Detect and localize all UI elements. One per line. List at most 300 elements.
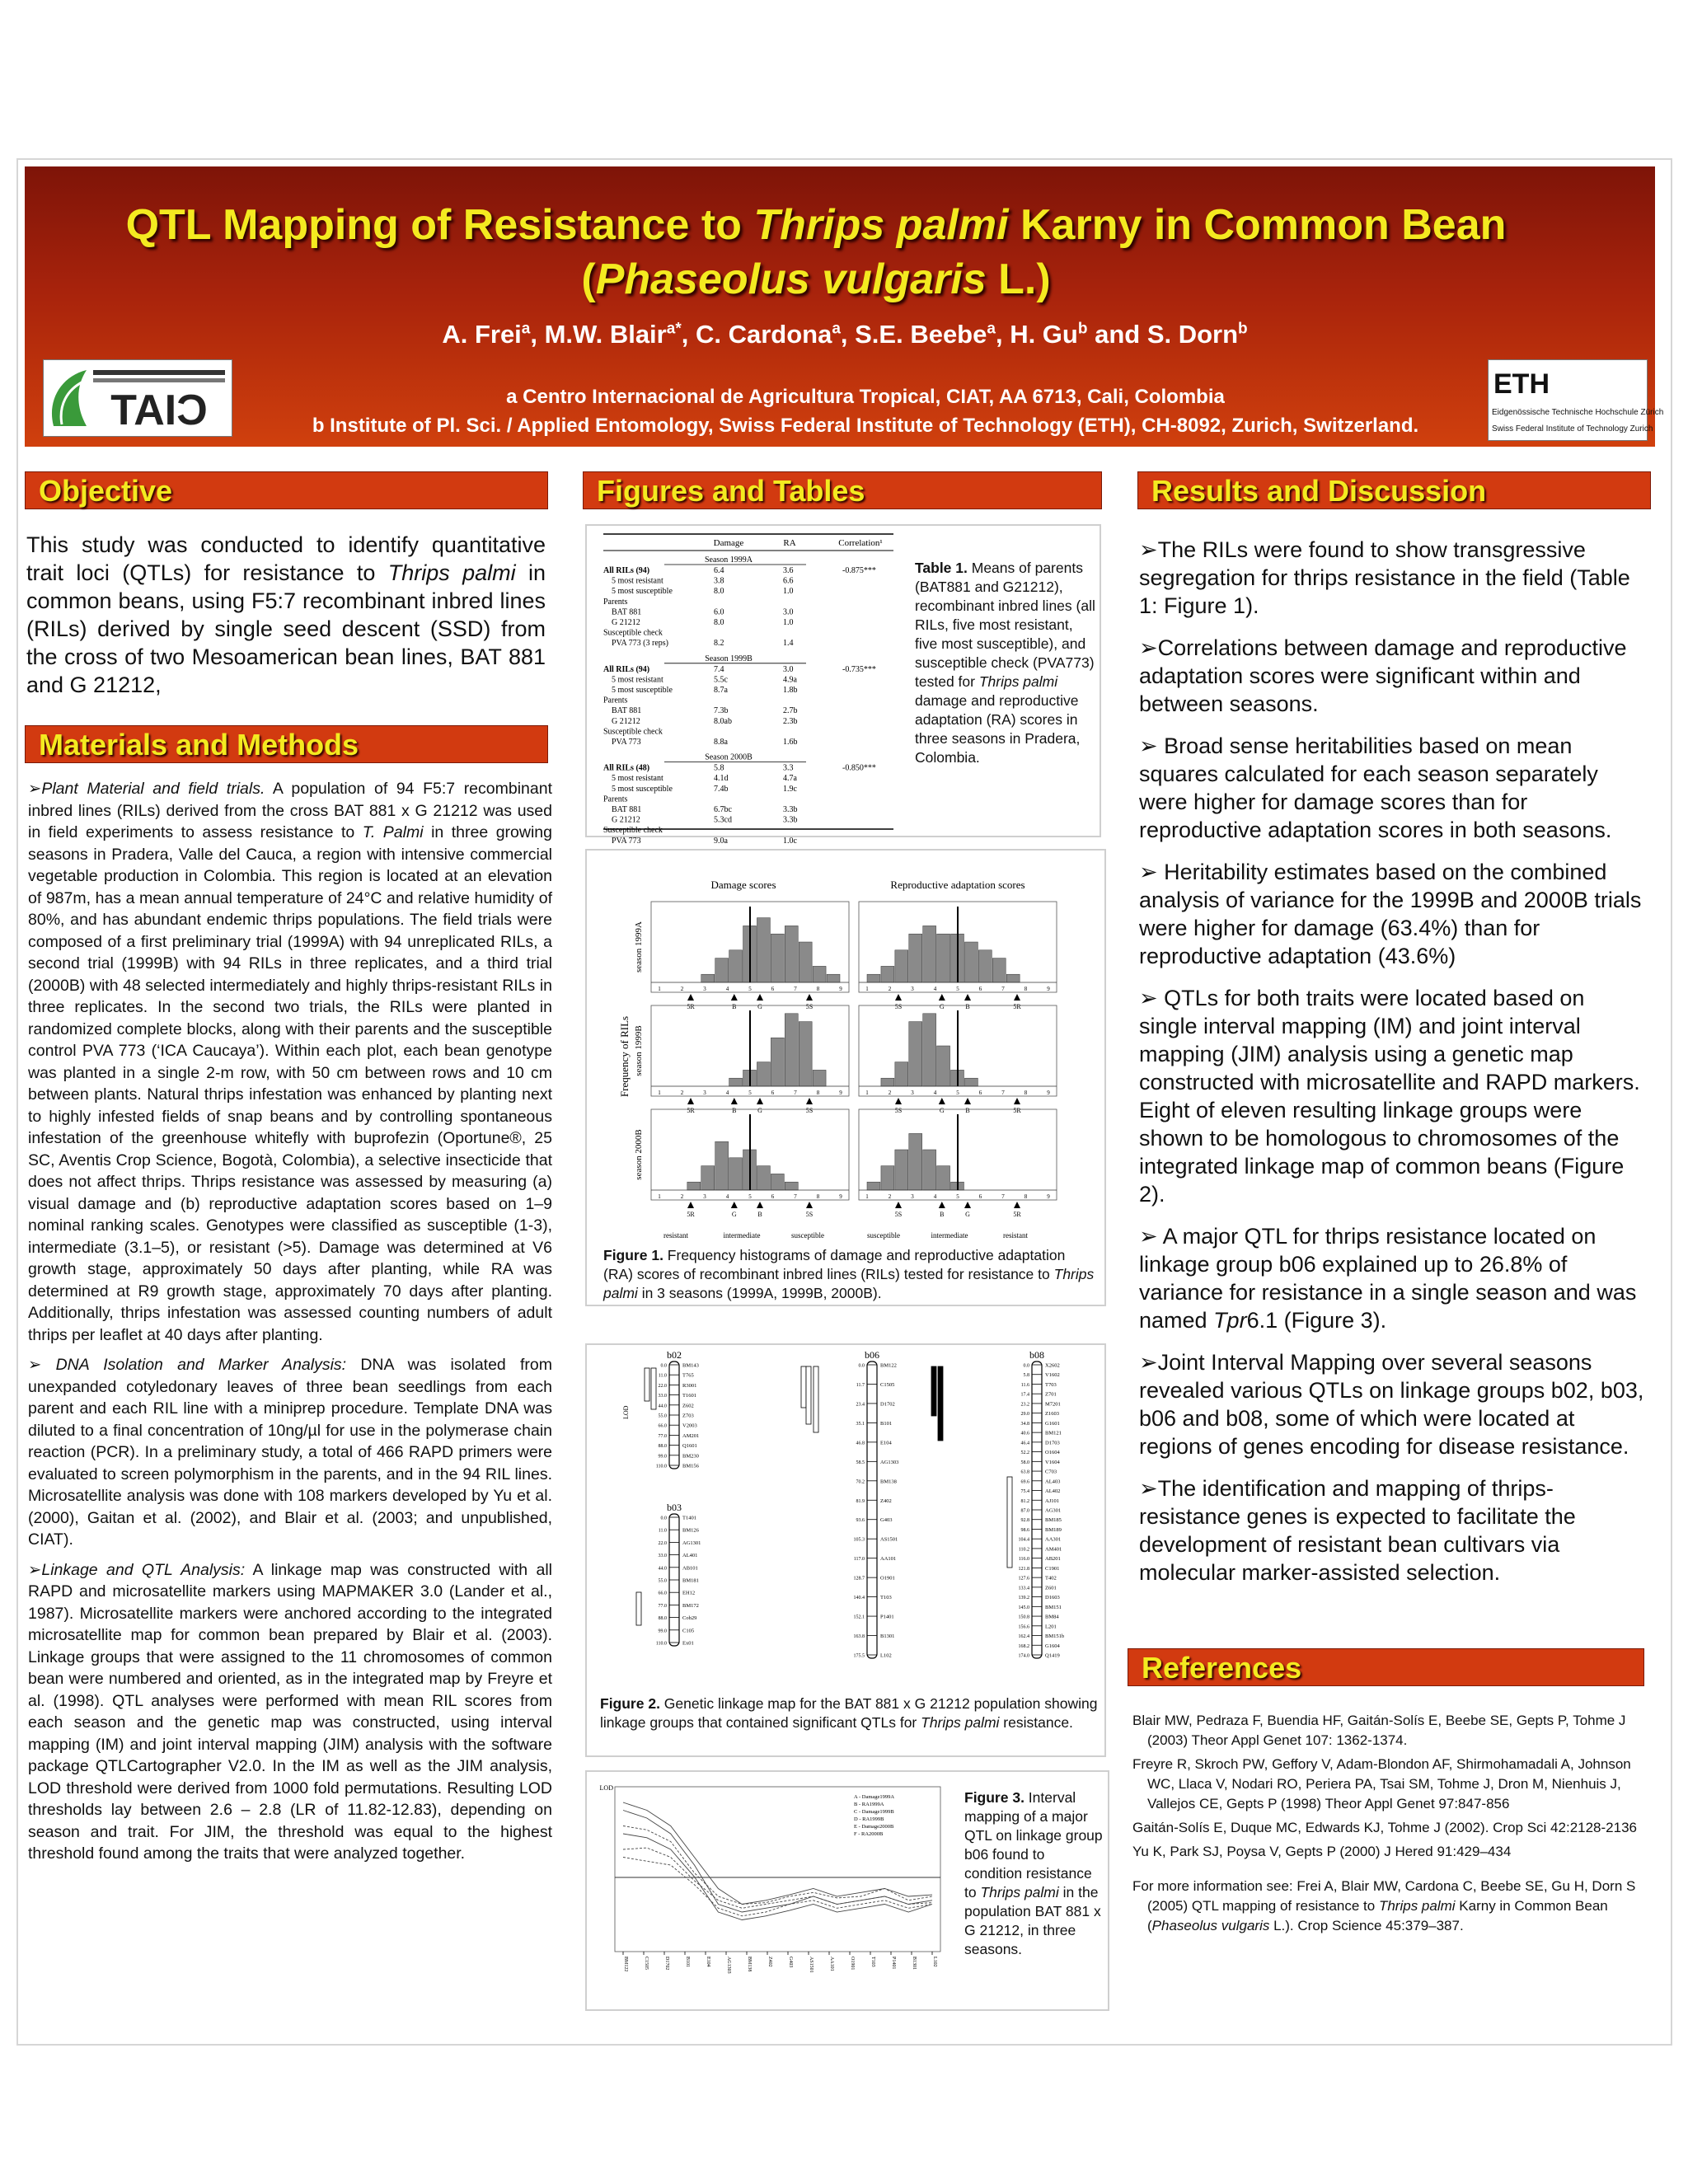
fig1-tick: 5 bbox=[748, 986, 752, 992]
linkage-marker: AM401 bbox=[1045, 1546, 1062, 1553]
author-name: S.E. Beebe$^a$ bbox=[855, 320, 996, 349]
fig3-legend-entry: C - Damage1999B bbox=[854, 1809, 894, 1815]
table1-cell: 1.0c bbox=[783, 836, 797, 846]
fig1-tick: 8 bbox=[1024, 986, 1028, 992]
fig1-tick: 6 bbox=[978, 986, 982, 992]
fig1-tick: 5 bbox=[956, 986, 959, 992]
linkage-marker: Q1601 bbox=[682, 1443, 697, 1450]
table1-cell: 3.3b bbox=[783, 815, 798, 825]
fig1-tick: 8 bbox=[1024, 1193, 1028, 1200]
fig1-bar bbox=[827, 974, 840, 982]
svg-text:Correlation¹: Correlation¹ bbox=[838, 538, 883, 548]
more-info: For more information see: Frei A, Blair MW, Cardona C, Beebe SE, Gu H, Dorn S (2005) QTL mapping of resistance to Thrips palmi Karny in Common Bean (Phaseolus vulgaris L.). Crop Science 45:379–387. bbox=[1132, 1878, 1636, 1933]
fig1-bar bbox=[771, 1038, 784, 1086]
linkage-group-label: b06 bbox=[865, 1349, 879, 1361]
table1-row-label: All RILs (48) bbox=[603, 763, 650, 773]
fig1-bar bbox=[881, 1078, 894, 1086]
linkage-marker: Z703 bbox=[682, 1413, 694, 1419]
fig1-bar bbox=[687, 1182, 701, 1190]
fig1-bar bbox=[937, 934, 950, 982]
fig3-legend-entry: F - RA2000B bbox=[854, 1831, 884, 1837]
linkage-position: 5.8 bbox=[1023, 1373, 1029, 1379]
fig1-marker-label: G bbox=[757, 1003, 762, 1010]
linkage-marker: AG301 bbox=[1045, 1507, 1062, 1514]
fig1-xcategory: resistant bbox=[663, 1231, 688, 1240]
qtl-interval bbox=[636, 1592, 641, 1625]
figure3-lod-plot bbox=[590, 1779, 953, 2001]
linkage-marker: Ex01 bbox=[682, 1640, 694, 1647]
fig1-tick: 3 bbox=[703, 1193, 706, 1200]
fig1-marker-label: 5S bbox=[894, 1211, 903, 1218]
fig3-marker: G403 bbox=[788, 1957, 793, 1968]
reference-item: Gaitán-Solís E, Duque MC, Edwards KJ, Tohme J (2002). Crop Sci 42:2128-2136 bbox=[1132, 1820, 1637, 1835]
fig3-marker: P1401 bbox=[891, 1957, 896, 1970]
fig1-tick: 9 bbox=[839, 1193, 842, 1200]
fig1-marker-arrow bbox=[806, 1098, 813, 1104]
result-bullet: ➢ QTLs for both traits were located based on single interval mapping (IM) and joint interval mapping (JIM) analysis using a genetic map constructed with microsatellite and RAPD markers. Eight of eleven resulting linkage groups were shown to be homologous to chromosomes of the integrated linkage map of common beans (Figure 2). bbox=[1139, 986, 1640, 1207]
linkage-marker: Z1603 bbox=[1045, 1411, 1059, 1418]
linkage-marker: AB201 bbox=[1045, 1556, 1061, 1563]
linkage-position: 87.0 bbox=[1020, 1508, 1029, 1514]
qtl-interval bbox=[1007, 1477, 1012, 1568]
fig1-tick: 2 bbox=[680, 1193, 684, 1200]
linkage-marker: G403 bbox=[880, 1517, 893, 1524]
fig1-bar bbox=[813, 1070, 826, 1086]
fig1-bar bbox=[701, 974, 715, 982]
linkage-position: 35.1 bbox=[856, 1421, 865, 1427]
table1-cell: 1.8b bbox=[783, 686, 798, 695]
table1-cell: 8.0 bbox=[714, 587, 724, 597]
linkage-position: 133.4 bbox=[1018, 1586, 1029, 1591]
linkage-position: 128.7 bbox=[853, 1576, 865, 1582]
figure1-histograms bbox=[587, 851, 1104, 1246]
fig1-bar bbox=[909, 1022, 922, 1086]
linkage-marker: D1702 bbox=[880, 1401, 895, 1408]
table1-cell: 1.6b bbox=[783, 738, 798, 747]
fig1-marker-label: G bbox=[965, 1211, 970, 1218]
fig1-bar bbox=[729, 950, 743, 982]
table1-row-label: 5 most resistant bbox=[612, 774, 663, 784]
linkage-marker: T765 bbox=[682, 1372, 694, 1379]
linkage-marker: Cob29 bbox=[682, 1615, 697, 1622]
fig1-tick: 3 bbox=[703, 1090, 706, 1096]
linkage-position: 66.0 bbox=[658, 1423, 667, 1429]
linkage-marker: O1901 bbox=[880, 1575, 895, 1582]
fig1-bar bbox=[771, 934, 784, 982]
linkage-marker: BM121 bbox=[1045, 1430, 1062, 1436]
table1-row-label: All RILs (94) bbox=[603, 566, 650, 575]
linkage-marker: AL403 bbox=[1045, 1479, 1061, 1485]
fig1-marker-label: G bbox=[939, 1003, 945, 1010]
fig1-tick: 8 bbox=[816, 986, 820, 992]
linkage-position: 140.4 bbox=[853, 1596, 865, 1601]
linkage-position: 116.0 bbox=[1018, 1557, 1029, 1563]
fig1-tick: 7 bbox=[1001, 1193, 1005, 1200]
table1-row-label: BAT 881 bbox=[612, 607, 642, 617]
fig1-marker-label: 5S bbox=[805, 1211, 814, 1218]
table1-row-label: G 21212 bbox=[612, 815, 640, 825]
materials-header: Materials and Methods bbox=[25, 725, 548, 763]
author-name: A. Frei$^a$ bbox=[442, 320, 531, 349]
linkage-position: 52.2 bbox=[1020, 1451, 1029, 1456]
table1-cell: 7.4b bbox=[714, 784, 729, 794]
fig1-tick: 8 bbox=[816, 1090, 820, 1096]
fig1-marker-label: 5S bbox=[805, 1003, 814, 1010]
table1-row-label: All RILs (94) bbox=[603, 664, 650, 674]
fig1-bar bbox=[715, 958, 729, 982]
linkage-group-b03 bbox=[656, 1502, 701, 1647]
linkage-marker: E104 bbox=[880, 1440, 892, 1446]
qtl-interval bbox=[931, 1366, 936, 1416]
fig1-marker-arrow bbox=[687, 1202, 694, 1208]
linkage-position: 23.4 bbox=[856, 1402, 865, 1408]
linkage-marker: AS1501 bbox=[880, 1536, 898, 1543]
fig1-panel-1999A-Damage bbox=[651, 902, 849, 1010]
fig1-bar bbox=[785, 1014, 798, 1086]
linkage-marker: Z402 bbox=[880, 1497, 892, 1504]
svg-text:Eidgenössische Technische Hoch: Eidgenössische Technische Hochschule Zürich bbox=[1492, 408, 1664, 417]
fig1-marker-arrow bbox=[964, 994, 971, 1001]
table1-cell: 3.0 bbox=[783, 664, 794, 674]
table1-cell: 3.3 bbox=[783, 763, 794, 773]
methods-linkage-paragraph: ➢Linkage and QTL Analysis: A linkage map was constructed with all RAPD and microsatellite markers using MAPMAKER 3.0 (Lander et al., 1987). Microsatellite markers were anchored according to the integrated microsatellite map for common bean prepared by Blair et al. (2003). Linkage groups that were assigned to the 11 chromosomes of common bean were numbered and oriented, as in the integrated map by Freyre et al. (1998). QTL analyses were performed with mean RIL scores from each season and the genetic map was constructed, using interval mapping (IM) and joint interval mapping (JIM) analysis with the software package QTLCartographer V2.0. In the IM as well as the JIM analysis, LOD threshold were derived from 1000 fold permutations. Resulting LOD thresholds lay between 2.6 – 2.8 (LR of 11.82-12.83), depending on season and trait. For JIM, the threshold was equal to the highest threshold found among the traits that were analyzed together. bbox=[28, 1560, 552, 1863]
fig1-tick: 9 bbox=[1047, 1193, 1050, 1200]
result-bullet: ➢The identification and mapping of thrips-resistance genes is expected to facilitate the development of resistant bean cultivars via molecular marker-assisted selection. bbox=[1139, 1476, 1576, 1585]
result-bullet: ➢ Broad sense heritabilities based on mean squares calculated for each season separately were higher for damage scores than for reproductive adaptation scores in both seasons. bbox=[1139, 733, 1612, 842]
linkage-position: 29.0 bbox=[1020, 1412, 1029, 1418]
linkage-marker: O1604 bbox=[1045, 1450, 1060, 1456]
linkage-group-label: b03 bbox=[667, 1502, 682, 1513]
linkage-position: 175.5 bbox=[853, 1653, 865, 1659]
figure1-panel bbox=[585, 849, 1106, 1306]
affiliation-b: b Institute of Pl. Sci. / Applied Entomology, Swiss Federal Institute of Technology (ETH), CH-8092, Zurich, Switzerland. bbox=[312, 415, 1419, 437]
table1-row-label: 5 most susceptible bbox=[612, 784, 673, 794]
linkage-position: 77.0 bbox=[658, 1603, 667, 1609]
fig1-bar bbox=[757, 1062, 770, 1086]
fig1-tick: 9 bbox=[839, 1090, 842, 1096]
linkage-position: 55.0 bbox=[658, 1578, 667, 1584]
fig1-xcategory: intermediate bbox=[931, 1231, 968, 1240]
fig3-ylabel: LOD bbox=[599, 1784, 613, 1792]
table1-cell: 1.0 bbox=[783, 618, 794, 627]
fig1-tick: 4 bbox=[933, 1193, 937, 1200]
linkage-marker: BM189 bbox=[1045, 1526, 1062, 1533]
fig1-marker-label: B bbox=[732, 1107, 737, 1114]
fig1-tick: 4 bbox=[725, 1193, 729, 1200]
table1-cell: 2.7b bbox=[783, 706, 798, 716]
fig1-marker-label: 5S bbox=[805, 1107, 814, 1114]
table1-cell: 6.4 bbox=[714, 566, 724, 575]
fig1-marker-arrow bbox=[1014, 1202, 1020, 1208]
fig1-bar bbox=[895, 1062, 908, 1086]
linkage-position: 0.0 bbox=[660, 1363, 667, 1369]
table1-cell: 9.0a bbox=[714, 836, 728, 846]
fig1-marker-arrow bbox=[1014, 994, 1020, 1001]
linkage-marker: BM126 bbox=[682, 1527, 699, 1534]
result-bullet: ➢The RILs were found to show transgressive segregation for thrips resistance in the field (Table 1: Figure 1). bbox=[1139, 537, 1630, 618]
fig1-bar bbox=[715, 1141, 729, 1190]
fig1-marker-arrow bbox=[939, 994, 945, 1001]
linkage-marker: T1601 bbox=[682, 1393, 696, 1399]
fig1-bar bbox=[881, 966, 894, 982]
fig1-tick: 8 bbox=[1024, 1090, 1028, 1096]
linkage-position: 58.0 bbox=[1020, 1460, 1029, 1465]
fig3-lod-curve bbox=[623, 1802, 932, 1905]
figure2-caption: Figure 2. Genetic linkage map for the BAT 881 x G 21212 population showing linkage groups that contained significant QTLs for Thrips palmi resistance. bbox=[600, 1695, 1098, 1731]
table1-row-label: G 21212 bbox=[612, 618, 640, 627]
fig1-marker-label: 5R bbox=[687, 1003, 695, 1010]
linkage-marker: Z601 bbox=[1045, 1585, 1057, 1591]
fig1-ylabel: Frequency of RILs bbox=[618, 1015, 631, 1098]
ciat-logo bbox=[43, 359, 232, 437]
fig1-bar bbox=[964, 1078, 978, 1086]
results-text bbox=[1139, 536, 1648, 1601]
affiliation-a: a Centro Internacional de Agricultura Tropical, CIAT, AA 6713, Cali, Colombia bbox=[506, 386, 1225, 408]
linkage-group-b08 bbox=[1019, 1349, 1065, 1659]
linkage-position: 55.0 bbox=[658, 1413, 667, 1419]
figure1-caption: Figure 1. Frequency histograms of damage and reproductive adaptation (RA) scores of recombinant inbred lines (RILs) tested for resistance to Thrips palmi in 3 seasons (1999A, 1999B, 2000B). bbox=[603, 1247, 1095, 1301]
linkage-marker: EH12 bbox=[682, 1590, 696, 1596]
linkage-marker: AA101 bbox=[880, 1556, 897, 1563]
linkage-position: 11.6 bbox=[1020, 1382, 1029, 1388]
linkage-marker: BM151 bbox=[1045, 1604, 1062, 1610]
linkage-position: 22.0 bbox=[658, 1383, 667, 1389]
fig1-panel-1999B-Damage bbox=[651, 1005, 849, 1114]
linkage-group-b02 bbox=[656, 1349, 700, 1469]
fig1-row-label: season 1999B bbox=[634, 1025, 644, 1076]
methods-dna-paragraph: ➢ DNA Isolation and Marker Analysis: DNA was isolated from unexpanded cotyledonary leaves of three bean seedlings from each parent and each RIL line with a miniprep procedure. Template DNA was diluted to a final concentration of 10ng/µl for use in the polymerase chain reaction (PCR). In a preliminary study, a total of 466 RAPD primers were evaluated to screen polymorphism in the parents, and in the 94 RIL lines. Microsatellite analysis was done with 108 markers developed by Yu et al. (2000), Gaitan et al. (2002), and Blair et al. (2003; and unpublished, CIAT). bbox=[28, 1356, 552, 1549]
author-list: A. Frei$^a$, M.W. Blair$^{a*}$, C. Cardona$^a$, S.E. Beebe$^a$, H. Gu$^b$ and S. Dorn$^b$ bbox=[442, 320, 1248, 349]
fig3-marker: BM138 bbox=[747, 1957, 752, 1972]
linkage-marker: B1301 bbox=[880, 1633, 895, 1640]
linkage-position: 110.0 bbox=[655, 1464, 667, 1469]
fig1-tick: 8 bbox=[816, 1193, 820, 1200]
fig1-bar bbox=[771, 1174, 784, 1190]
fig1-tick: 7 bbox=[794, 1193, 797, 1200]
fig1-bar bbox=[895, 950, 908, 982]
linkage-marker: B101 bbox=[880, 1420, 893, 1427]
fig1-marker-label: B bbox=[965, 1107, 970, 1114]
linkage-marker: P1401 bbox=[880, 1614, 894, 1620]
objective-header: Objective bbox=[25, 471, 548, 509]
fig1-bar bbox=[895, 1150, 908, 1190]
linkage-marker: Z602 bbox=[682, 1403, 694, 1409]
fig1-marker-arrow bbox=[757, 1098, 763, 1104]
linkage-marker: V2003 bbox=[682, 1422, 697, 1429]
fig1-tick: 2 bbox=[888, 1090, 892, 1096]
table1-row-label: 5 most resistant bbox=[612, 675, 663, 685]
fig1-col-title: Damage scores bbox=[710, 879, 776, 891]
fig1-bar bbox=[785, 926, 798, 982]
svg-text:CIAT: CIAT bbox=[110, 387, 208, 434]
linkage-marker: C703 bbox=[1045, 1469, 1057, 1475]
fig1-marker-label: 5S bbox=[894, 1107, 903, 1114]
fig1-tick: 3 bbox=[703, 986, 706, 992]
fig1-tick: 1 bbox=[865, 1193, 869, 1200]
methods-plant-paragraph: ➢Plant Material and field trials. A population of 94 F5:7 recombinant inbred lines (RILs) derived from the cross BAT 881 x G 21212 was used in field experiments to assess resistance to T. Palmi in three growing seasons in Pradera, Valle del Cauca, a region with intensive commercial vegetable production in Colombia. This region is located at an elevation of 987m, has a mean annual temperature of 24°C and relative humidity of 80%, and has abundant endemic thrips populations. The field trials were composed of a first preliminary trial (1999A) with 94 unreplicated RILs, a second trial (1999B) with 94 RILs in three replicates, and a third trial (2000B) with 48 selected intermediately and highly thrips-resistant RILs in three replicates. In the second two trials, the RILs were planted in randomized complete blocks, along with their parents and the susceptible control PVA 773 (‘ICA Caucaya’). Within each plot, each bean genotype was planted in a single 2-m row, with 50 cm between rows and 10 cm between plants. Natural thrips infestation was enhanced by planting next to highly infested fields of snap beans and by controlling spontaneous infestation of the greenhouse whitefly with buprofezin (Oportune®, 25 SC, Aventis Crop Science, Bogotà, Colombia), a selective insecticide that does not affect thrips. Thrips resistance was assessed by measuring (a) visual damage and (b) reproductive adaptation scores based on 1–9 nominal ranking scales. Genotypes were classified as susceptible (1-3), intermediate (3.1–5), or resistant (>5). Damage was determined at V6 growth stage, approximately 50 days after planting, while RA was determined at R9 growth stage, approximately 70 days after planting. Additionally, thrips infestation was assessed counting numbers of adult thrips per leaflet at 40 days after planting. bbox=[28, 780, 552, 1344]
fig1-marker-label: B bbox=[757, 1211, 762, 1218]
table1-caption: Table 1. Means of parents (BAT881 and G21212), recombinant inbred lines (all RILs, five most resistant, five most susceptible), and susceptible check (PVA773) tested for Thrips palmi damage and reproductive adaptation (RA) scores in three seasons in Pradera, Colombia. bbox=[915, 560, 1095, 766]
fig3-legend-entry: A - Damage1999A bbox=[854, 1794, 895, 1800]
fig1-tick: 9 bbox=[1047, 1090, 1050, 1096]
result-bullet: ➢ Heritability estimates based on the combined analysis of variance for the 1999B and 2000B trials were higher for damage (63.4%) than for reproductive adaptation (43.6%) bbox=[1139, 860, 1642, 968]
fig1-xcategory: resistant bbox=[1003, 1231, 1028, 1240]
linkage-position: 17.4 bbox=[1020, 1392, 1029, 1398]
figure2-linkage-map bbox=[587, 1345, 1104, 1675]
fig3-marker: AA101 bbox=[829, 1957, 834, 1971]
table1-cell: 1.0 bbox=[783, 587, 794, 597]
linkage-position: 66.0 bbox=[658, 1591, 667, 1596]
figures-header: Figures and Tables bbox=[583, 471, 1102, 509]
fig1-bar bbox=[757, 918, 770, 982]
fig1-marker-label: 5R bbox=[1013, 1211, 1021, 1218]
table1-row-label: PVA 773 bbox=[612, 836, 641, 846]
linkage-position: 105.3 bbox=[853, 1537, 865, 1543]
qtl-interval bbox=[814, 1366, 818, 1432]
fig1-marker-arrow bbox=[757, 994, 763, 1001]
result-bullet: ➢ A major QTL for thrips resistance located on linkage group b06 explained up to 26.8% of variance for resistance in a single season and was named Tpr6.1 (Figure 3). bbox=[1139, 1224, 1637, 1333]
fig1-marker-arrow bbox=[895, 1098, 902, 1104]
linkage-marker: BM143 bbox=[682, 1362, 699, 1369]
fig1-marker-arrow bbox=[939, 1202, 945, 1208]
fig1-panel-2000B-Damage bbox=[651, 1109, 849, 1218]
table1-cell: 4.7a bbox=[783, 774, 797, 784]
fig1-tick: 1 bbox=[658, 1090, 661, 1096]
fig1-tick: 3 bbox=[911, 1193, 914, 1200]
fig1-marker-label: 5S bbox=[894, 1003, 903, 1010]
qtl-interval bbox=[938, 1366, 943, 1441]
table1-row-label: PVA 773 (3 reps) bbox=[612, 639, 668, 649]
objective-text: This study was conducted to identify quantitative trait loci (QTLs) for resistance to Thrips palmi in common beans, using F5:7 recombinant inbred lines (RILs) derived by single seed descent (SSD) from the cross of two Mesoamerican bean lines, BAT 881 and G 21212, bbox=[26, 532, 546, 697]
fig1-bar bbox=[909, 1133, 922, 1190]
fig1-tick: 5 bbox=[956, 1193, 959, 1200]
linkage-marker: BM185 bbox=[1045, 1517, 1062, 1524]
table1-row-label: Parents bbox=[603, 696, 628, 705]
fig1-tick: 1 bbox=[865, 1090, 869, 1096]
fig1-marker-arrow bbox=[731, 1098, 738, 1104]
table1-row-label: Susceptible check bbox=[603, 628, 663, 638]
fig1-marker-arrow bbox=[731, 994, 738, 1001]
table1-cell: 3.0 bbox=[783, 607, 794, 617]
linkage-marker: M7201 bbox=[1045, 1401, 1061, 1408]
fig1-marker-arrow bbox=[687, 994, 694, 1001]
linkage-position: 77.0 bbox=[658, 1433, 667, 1439]
fig1-tick: 1 bbox=[658, 986, 661, 992]
table1-row-label: Susceptible check bbox=[603, 727, 663, 737]
fig1-tick: 1 bbox=[658, 1193, 661, 1200]
fig1-tick: 9 bbox=[839, 986, 842, 992]
fig1-bar bbox=[964, 942, 978, 982]
linkage-position: 69.6 bbox=[1020, 1479, 1029, 1485]
reference-item: Freyre R, Skroch PW, Geffory V, Adam-Blondon AF, Shirmohamadali A, Johnson WC, Llaca V, Nodari RO, Periera PA, Tsai SM, Tohme J, Dron M, Nienhuis J, Vallejos CE, Gepts P (1998) Theor Appl Genet 97:847-856 bbox=[1132, 1756, 1631, 1811]
linkage-position: 58.5 bbox=[856, 1460, 865, 1465]
fig1-bar bbox=[978, 950, 992, 982]
qtl-interval bbox=[651, 1368, 656, 1409]
linkage-position: 162.4 bbox=[1018, 1634, 1029, 1640]
linkage-position: 156.6 bbox=[1018, 1624, 1029, 1630]
linkage-position: 33.0 bbox=[658, 1394, 667, 1399]
fig2-lod-label: LOD bbox=[622, 1405, 630, 1419]
references-header: References bbox=[1128, 1648, 1644, 1686]
fig1-tick: 5 bbox=[956, 1090, 959, 1096]
linkage-marker: C1901 bbox=[1045, 1565, 1060, 1572]
table1-cell: 4.9a bbox=[783, 675, 797, 685]
fig1-marker-label: B bbox=[732, 1003, 737, 1010]
fig1-tick: 9 bbox=[1047, 986, 1050, 992]
linkage-position: 44.0 bbox=[658, 1404, 667, 1409]
linkage-position: 88.0 bbox=[658, 1444, 667, 1450]
fig1-panel-1999B-RA bbox=[859, 1005, 1057, 1114]
fig1-marker-label: 5R bbox=[687, 1211, 695, 1218]
linkage-position: 163.8 bbox=[853, 1634, 865, 1640]
fig1-tick: 3 bbox=[911, 1090, 914, 1096]
linkage-position: 70.2 bbox=[856, 1479, 865, 1485]
fig1-marker-arrow bbox=[895, 994, 902, 1001]
table1-season-label: Season 2000B bbox=[705, 752, 753, 762]
linkage-position: 104.4 bbox=[1018, 1537, 1029, 1543]
linkage-position: 168.2 bbox=[1018, 1643, 1029, 1649]
fig1-tick: 6 bbox=[771, 986, 775, 992]
fig3-marker: C1505 bbox=[644, 1957, 649, 1971]
table1-cell: 3.6 bbox=[783, 566, 794, 575]
table1-cell: 8.2 bbox=[714, 639, 724, 649]
linkage-marker: BM84 bbox=[1045, 1614, 1059, 1620]
fig1-marker-arrow bbox=[939, 1098, 945, 1104]
figure3-panel bbox=[585, 1770, 1109, 2011]
table1-cell: 1.9c bbox=[783, 784, 797, 794]
table1-row-label: Susceptible check bbox=[603, 826, 663, 836]
fig3-legend-entry: E - Damage2000B bbox=[854, 1824, 894, 1830]
fig1-tick: 2 bbox=[680, 986, 684, 992]
fig1-tick: 2 bbox=[888, 986, 892, 992]
table1-row-label: G 21212 bbox=[612, 716, 640, 726]
author-name: M.W. Blair$^{a*}$ bbox=[544, 320, 682, 349]
fig1-marker-arrow bbox=[806, 1202, 813, 1208]
figure3-caption: Figure 3. Interval mapping of a major QTL on linkage group b06 found to condition resistance to Thrips palmi in the population BAT 881 x G 21212, in three seasons. bbox=[964, 1789, 1103, 1957]
linkage-position: 11.0 bbox=[658, 1373, 667, 1379]
linkage-position: 121.8 bbox=[1018, 1566, 1029, 1572]
fig1-xcategory: susceptible bbox=[791, 1231, 824, 1240]
fig1-bar bbox=[909, 934, 922, 982]
linkage-position: 23.2 bbox=[1020, 1402, 1029, 1408]
linkage-marker: Z701 bbox=[1045, 1391, 1057, 1398]
fig1-marker-label: B bbox=[965, 1003, 970, 1010]
qtl-interval bbox=[645, 1368, 649, 1401]
fig1-bar bbox=[923, 1014, 936, 1086]
fig1-tick: 4 bbox=[933, 1090, 937, 1096]
linkage-marker: L102 bbox=[880, 1652, 892, 1659]
fig3-marker: B101 bbox=[685, 1957, 690, 1968]
linkage-marker: BM151b bbox=[1045, 1633, 1065, 1640]
fig1-marker-label: G bbox=[731, 1211, 737, 1218]
fig3-marker: AG1303 bbox=[726, 1957, 731, 1974]
fig3-lod-curve bbox=[623, 1858, 932, 1916]
table1-panel bbox=[585, 524, 1101, 846]
linkage-marker: AA301 bbox=[1045, 1536, 1062, 1543]
linkage-position: 117.0 bbox=[853, 1557, 865, 1563]
linkage-marker: V1602 bbox=[1045, 1372, 1060, 1379]
fig3-marker: L102 bbox=[932, 1957, 937, 1967]
linkage-marker: AM201 bbox=[682, 1432, 700, 1439]
fig1-marker-arrow bbox=[964, 1098, 971, 1104]
fig1-tick: 7 bbox=[1001, 986, 1005, 992]
linkage-marker: Q1419 bbox=[1045, 1652, 1060, 1659]
fig1-marker-arrow bbox=[757, 1202, 763, 1208]
table1-cell: 5.5c bbox=[714, 675, 728, 685]
fig1-marker-arrow bbox=[1014, 1098, 1020, 1104]
fig1-marker-arrow bbox=[687, 1098, 694, 1104]
reference-item: Yu K, Park SJ, Poysa V, Gepts P (2000) J Hered 91:429–434 bbox=[1132, 1844, 1512, 1859]
